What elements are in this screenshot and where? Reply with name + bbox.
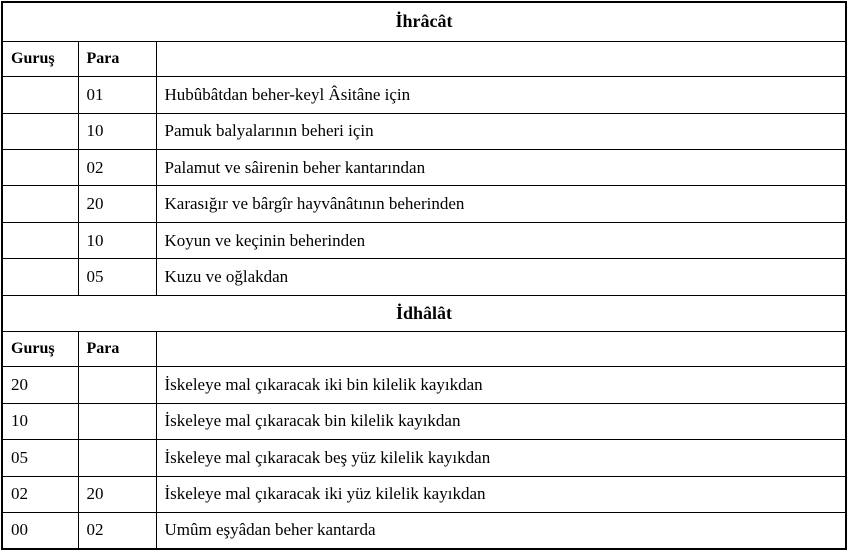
column-header-kurus: Guruş bbox=[2, 332, 78, 367]
para-cell bbox=[78, 367, 156, 403]
kurus-cell bbox=[2, 113, 78, 149]
kurus-cell bbox=[2, 222, 78, 258]
item-cell: İskeleye mal çıkaracak iki yüz kilelik kayıkdan bbox=[156, 476, 846, 512]
para-cell: 20 bbox=[78, 476, 156, 512]
item-cell: Umûm eşyâdan beher kantarda bbox=[156, 512, 846, 549]
item-cell: İskeleye mal çıkaracak bin kilelik kayıkdan bbox=[156, 403, 846, 439]
para-cell bbox=[78, 403, 156, 439]
table-row bbox=[2, 440, 846, 476]
para-cell: 05 bbox=[78, 259, 156, 295]
column-header-item bbox=[156, 41, 846, 76]
table-row bbox=[2, 150, 846, 186]
export-title-row bbox=[2, 2, 846, 41]
import-title-row bbox=[2, 295, 846, 331]
kurus-cell bbox=[2, 186, 78, 222]
kurus-cell: 05 bbox=[2, 440, 78, 476]
kurus-cell: 02 bbox=[2, 476, 78, 512]
column-header-para: Para bbox=[78, 332, 156, 367]
kurus-cell bbox=[2, 77, 78, 113]
item-cell: Koyun ve keçinin beherinden bbox=[156, 222, 846, 258]
kurus-cell bbox=[2, 259, 78, 295]
para-cell bbox=[78, 440, 156, 476]
table-row bbox=[2, 222, 846, 258]
item-cell: İskeleye mal çıkaracak beş yüz kilelik kayıkdan bbox=[156, 440, 846, 476]
table-row bbox=[2, 259, 846, 295]
kurus-cell: 20 bbox=[2, 367, 78, 403]
item-cell: İskeleye mal çıkaracak iki bin kilelik kayıkdan bbox=[156, 367, 846, 403]
para-cell: 10 bbox=[78, 113, 156, 149]
item-cell: Karasığır ve bârgîr hayvânâtının beherinden bbox=[156, 186, 846, 222]
table-row bbox=[2, 512, 846, 549]
tariff-table bbox=[1, 1, 847, 550]
table-row bbox=[2, 77, 846, 113]
para-cell: 02 bbox=[78, 150, 156, 186]
para-cell: 10 bbox=[78, 222, 156, 258]
table-row bbox=[2, 186, 846, 222]
column-header-kurus: Guruş bbox=[2, 41, 78, 76]
kurus-cell bbox=[2, 150, 78, 186]
table-row bbox=[2, 476, 846, 512]
column-header-item bbox=[156, 332, 846, 367]
column-header-para: Para bbox=[78, 41, 156, 76]
item-cell: Kuzu ve oğlakdan bbox=[156, 259, 846, 295]
import-header-row bbox=[2, 332, 846, 367]
para-cell: 20 bbox=[78, 186, 156, 222]
kurus-cell: 10 bbox=[2, 403, 78, 439]
export-header-row bbox=[2, 41, 846, 76]
table-row bbox=[2, 403, 846, 439]
kurus-cell: 00 bbox=[2, 512, 78, 549]
item-cell: Pamuk balyalarının beheri için bbox=[156, 113, 846, 149]
export-section-title: İhrâcât bbox=[2, 2, 846, 41]
para-cell: 02 bbox=[78, 512, 156, 549]
import-section-title: İdhâlât bbox=[2, 295, 846, 331]
para-cell: 01 bbox=[78, 77, 156, 113]
item-cell: Hubûbâtdan beher-keyl Âsitâne için bbox=[156, 77, 846, 113]
table-row bbox=[2, 113, 846, 149]
table-row bbox=[2, 367, 846, 403]
item-cell: Palamut ve sâirenin beher kantarından bbox=[156, 150, 846, 186]
